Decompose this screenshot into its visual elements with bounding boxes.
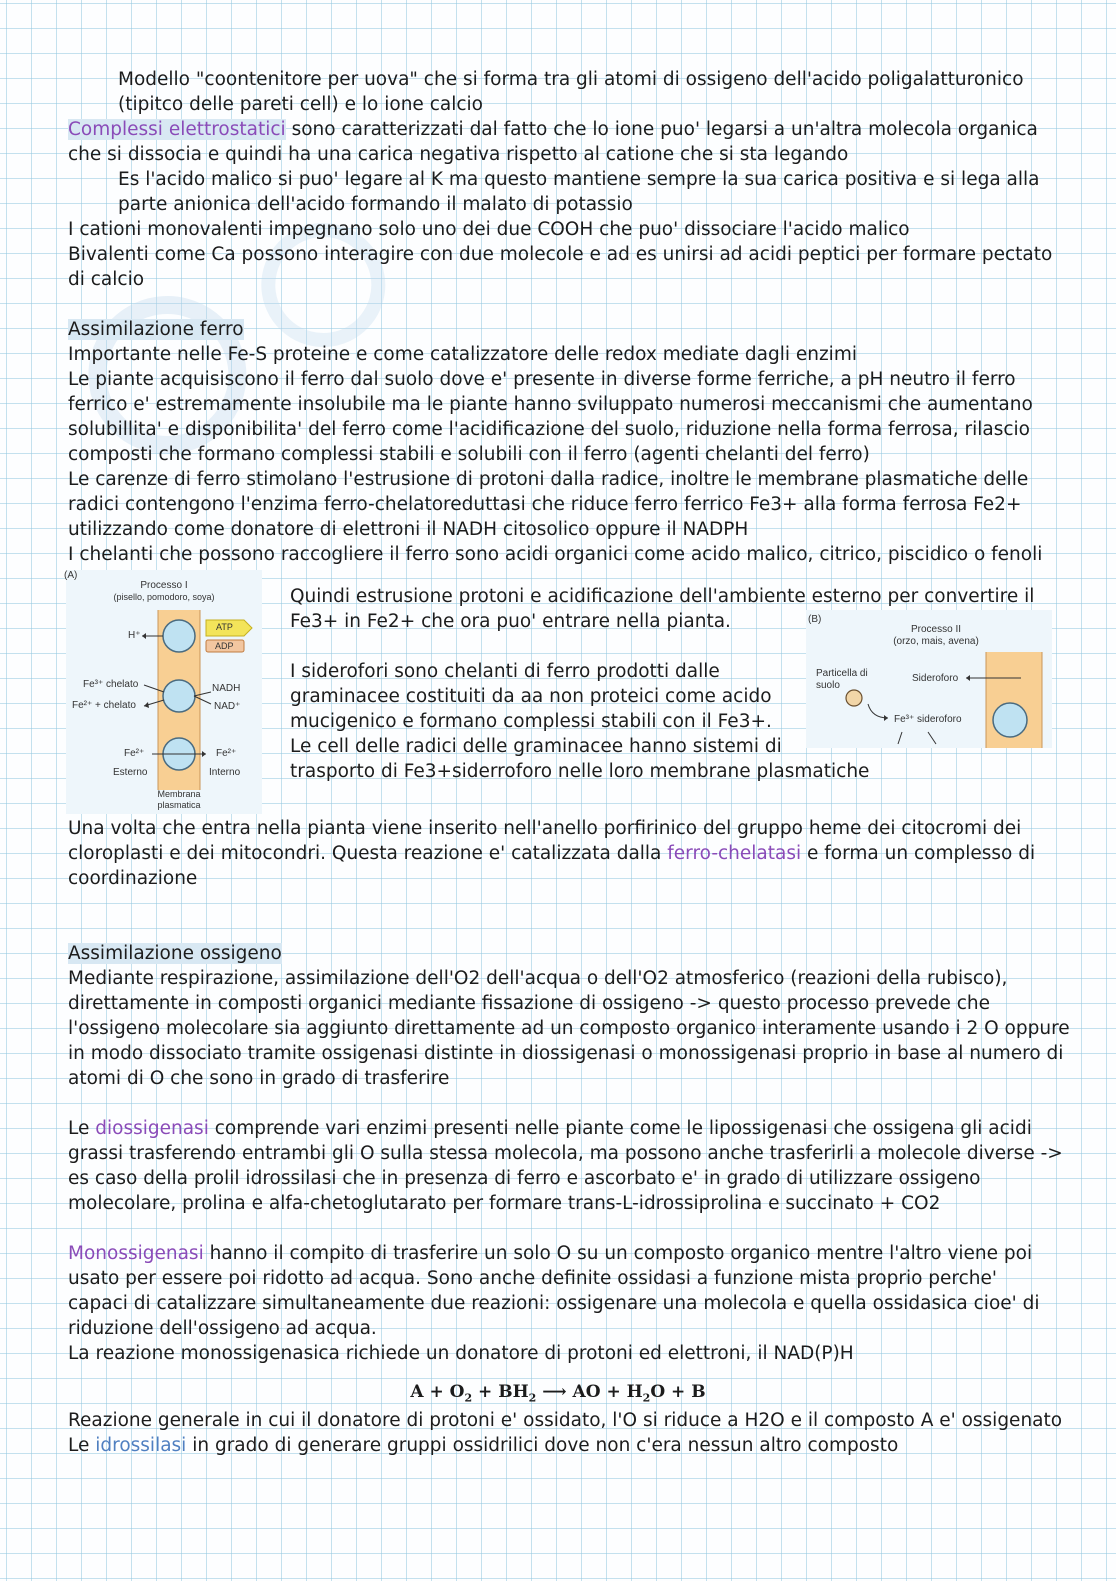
label-sideroforo: Sideroforo — [912, 673, 959, 684]
term-idrossilasi: idrossilasi — [95, 1435, 187, 1456]
text-line: l'ossigeno molecolare sia aggiunto direttamente ad un composto organico interamente usando i 2 O oppure — [68, 1018, 1070, 1039]
label-interno: Interno — [209, 767, 241, 778]
text-line: Le idrossilasi in grado di generare gruppi ossidrilici dove non c'era nessun altro composto — [68, 1435, 899, 1456]
text-line: graminacee costituiti da aa non proteici come acido — [290, 686, 772, 707]
text-line: trasporto di Fe3+siderroforo nelle loro membrane plasmatiche — [290, 761, 870, 782]
term-complessi-elettrostatici: Complessi elettrostatici — [68, 119, 286, 140]
text-line: La reazione monossigenasica richiede un donatore di protoni ed elettroni, il NAD(P)H — [68, 1343, 854, 1364]
panel-label: (A) — [64, 570, 78, 581]
text-line: Le diossigenasi comprende vari enzimi presenti nelle piante come le lipossigenasi che ossigena gli acidi — [68, 1118, 1032, 1139]
label-fe2-left: Fe²⁺ — [124, 748, 145, 759]
text-line: Le carenze di ferro stimolano l'estrusione di protoni dalla radice, inoltre le membrane plasmatiche delle — [68, 469, 1029, 490]
text-line: I siderofori sono chelanti di ferro prodotti dalle — [290, 661, 720, 682]
text-line: Mediante respirazione, assimilazione dell'O2 dell'acqua o dell'O2 atmosferico (reazioni della rubisco), — [68, 968, 1008, 989]
text-line: grassi trasferendo entrambi gli O sulla stessa molecola, ma possono anche trasferirli a molecole diverse -> — [68, 1143, 1063, 1164]
figure-processo-1 — [66, 570, 262, 814]
term-ferro-chelatasi: ferro-chelatasi — [667, 843, 802, 864]
text-line: I chelanti che possono raccogliere il ferro sono acidi organici come acido malico, citrico, piscidico o fenoli — [68, 544, 1043, 565]
text-span: sono caratterizzati dal fatto che lo ione puo' legarsi a un'altra molecola organica — [285, 119, 1038, 140]
text-line: Modello "coontenitore per uova" che si forma tra gli atomi di ossigeno dell'acido poligalatturonico — [118, 69, 1024, 90]
text-line: capaci di catalizzare simultaneamente due reazioni: ossigenare una molecola e quella ossidasica cioe' di — [68, 1293, 1040, 1314]
label-h: H⁺ — [128, 630, 141, 641]
text-line: I cationi monovalenti impegnano solo uno dei due COOH che puo' dissociare l'acido malico — [68, 219, 910, 240]
text-line: Una volta che entra nella pianta viene inserito nell'anello porfirinico del gruppo heme dei citocromi dei — [68, 818, 1022, 839]
text-line: utilizzando come donatore di elettroni il NADH citosolico oppure il NADPH — [68, 519, 749, 540]
text-line: Fe3+ in Fe2+ che ora puo' entrare nella pianta. — [290, 611, 731, 632]
section-heading-ferro: Assimilazione ferro — [68, 319, 244, 340]
label-membrana: Membrana — [157, 789, 201, 799]
label-nad: NAD⁺ — [214, 701, 241, 712]
text-line: usato per essere poi ridotto ad acqua. Sono anche definite ossidasi a funzione mista proprio perche' — [68, 1268, 997, 1289]
text-line: di calcio — [68, 269, 145, 290]
text-line: mucigenico e formano complessi stabili con il Fe3+. — [290, 711, 772, 732]
figure-subtitle: (pisello, pomodoro, soya) — [113, 592, 215, 602]
term-monossigenasi: Monossigenasi — [68, 1243, 204, 1264]
text-line: Reazione generale in cui il donatore di protoni e' ossidato, l'O si riduce a H2O e il composto A e' ossigenato — [68, 1410, 1063, 1431]
text-line: molecolare, prolina e alfa-chetoglutarato per formare trans-L-idrossiprolina e succinato + CO2 — [68, 1193, 941, 1214]
text-line: coordinazione — [68, 868, 198, 889]
text-line: direttamente in composti organici mediante fissazione di ossigeno -> questo processo prevede che — [68, 993, 990, 1014]
text-line: radici contengono l'enzima ferro-chelatoreduttasi che riduce ferro ferrico Fe3+ alla forma ferrosa Fe2+ — [68, 494, 1022, 515]
term-diossigenasi: diossigenasi — [95, 1118, 209, 1139]
label-particella: Particella di — [816, 668, 868, 679]
text-line: es caso della prolil idrossilasi che in presenza di ferro e ascorbato e' in grado di utilizzare ossigeno — [68, 1168, 981, 1189]
section-heading-ossigeno: Assimilazione ossigeno — [68, 943, 282, 964]
text-line: Monossigenasi hanno il compito di trasferire un solo O su un composto organico mentre l'altro viene poi — [68, 1243, 1033, 1264]
figure-title: Processo I — [140, 580, 188, 591]
text-line — [68, 117, 1038, 142]
text-line: Quindi estrusione protoni e acidificazione dell'ambiente esterno per convertire il — [290, 586, 1035, 607]
label-adp: ADP — [215, 641, 234, 651]
label-fe3-sideroforo: Fe³⁺ sideroforo — [894, 714, 962, 725]
text-line: Bivalenti come Ca possono interagire con due molecole e ad es unirsi ad acidi peptici per formare pectato — [68, 244, 1053, 265]
text-line: solubillita' e disponibilita' del ferro come l'acidificazione del suolo, riduzione nella forma ferrosa, rilascio — [68, 419, 1030, 440]
text-line: riduzione dell'ossigeno ad acqua. — [68, 1318, 377, 1339]
text-line: composti che formano complessi stabili e solubili con il ferro (agenti chelanti del ferro) — [68, 444, 870, 465]
reaction-equation: $A + O_2 + BH_2$ ⟶ AO + $H_2O + B$ — [410, 1382, 706, 1405]
text-line: Le cell delle radici delle graminacee hanno sistemi di — [290, 736, 782, 757]
text-line: parte anionica dell'acido formando il malato di potassio — [118, 194, 633, 215]
text-line: che si dissocia e quindi ha una carica negativa rispetto al catione che si sta legando — [68, 144, 849, 165]
figure-title: Processo II — [910, 624, 962, 635]
text-line: cloroplasti e dei mitocondri. Questa reazione e' catalizzata dalla ferro-chelatasi e forma un complesso di — [68, 843, 1036, 864]
text-line: ferrico e' estremamente insolubile ma le piante hanno sviluppato numerosi meccanismi che aumentano — [68, 394, 1033, 415]
label-nadh: NADH — [212, 683, 241, 694]
label-plasmatica: plasmatica — [157, 800, 201, 810]
text-line: (tipitco delle pareti cell) e lo ione calcio — [118, 94, 483, 115]
label-atp: ATP — [216, 622, 233, 632]
panel-label: (B) — [808, 614, 822, 625]
text-line: Es l'acido malico si puo' legare al K ma questo mantiene sempre la sua carica positiva e si lega alla — [118, 169, 1040, 190]
label-esterno: Esterno — [113, 767, 148, 778]
text-line: in modo dissociato tramite ossigenasi distinte in diossigenasi o monossigenasi proprio in base al numero di — [68, 1043, 1064, 1064]
label-fe2-right: Fe²⁺ — [216, 748, 237, 759]
figure-subtitle: (orzo, mais, avena) — [893, 636, 979, 647]
text-line: atomi di O che sono in grado di trasferire — [68, 1068, 450, 1089]
figure-processo-2 — [806, 610, 1052, 748]
text-line: Importante nelle Fe-S proteine e come catalizzatore delle redox mediate dagli enzimi — [68, 344, 857, 365]
label-suolo: suolo — [816, 680, 840, 691]
text-line: Le piante acquisiscono il ferro dal suolo dove e' presente in diverse forme ferriche, a pH neutro il ferro — [68, 369, 1016, 390]
label-fe3-chelato: Fe³⁺ chelato — [83, 679, 139, 690]
label-fe2-chelato: Fe²⁺ + chelato — [72, 700, 136, 711]
